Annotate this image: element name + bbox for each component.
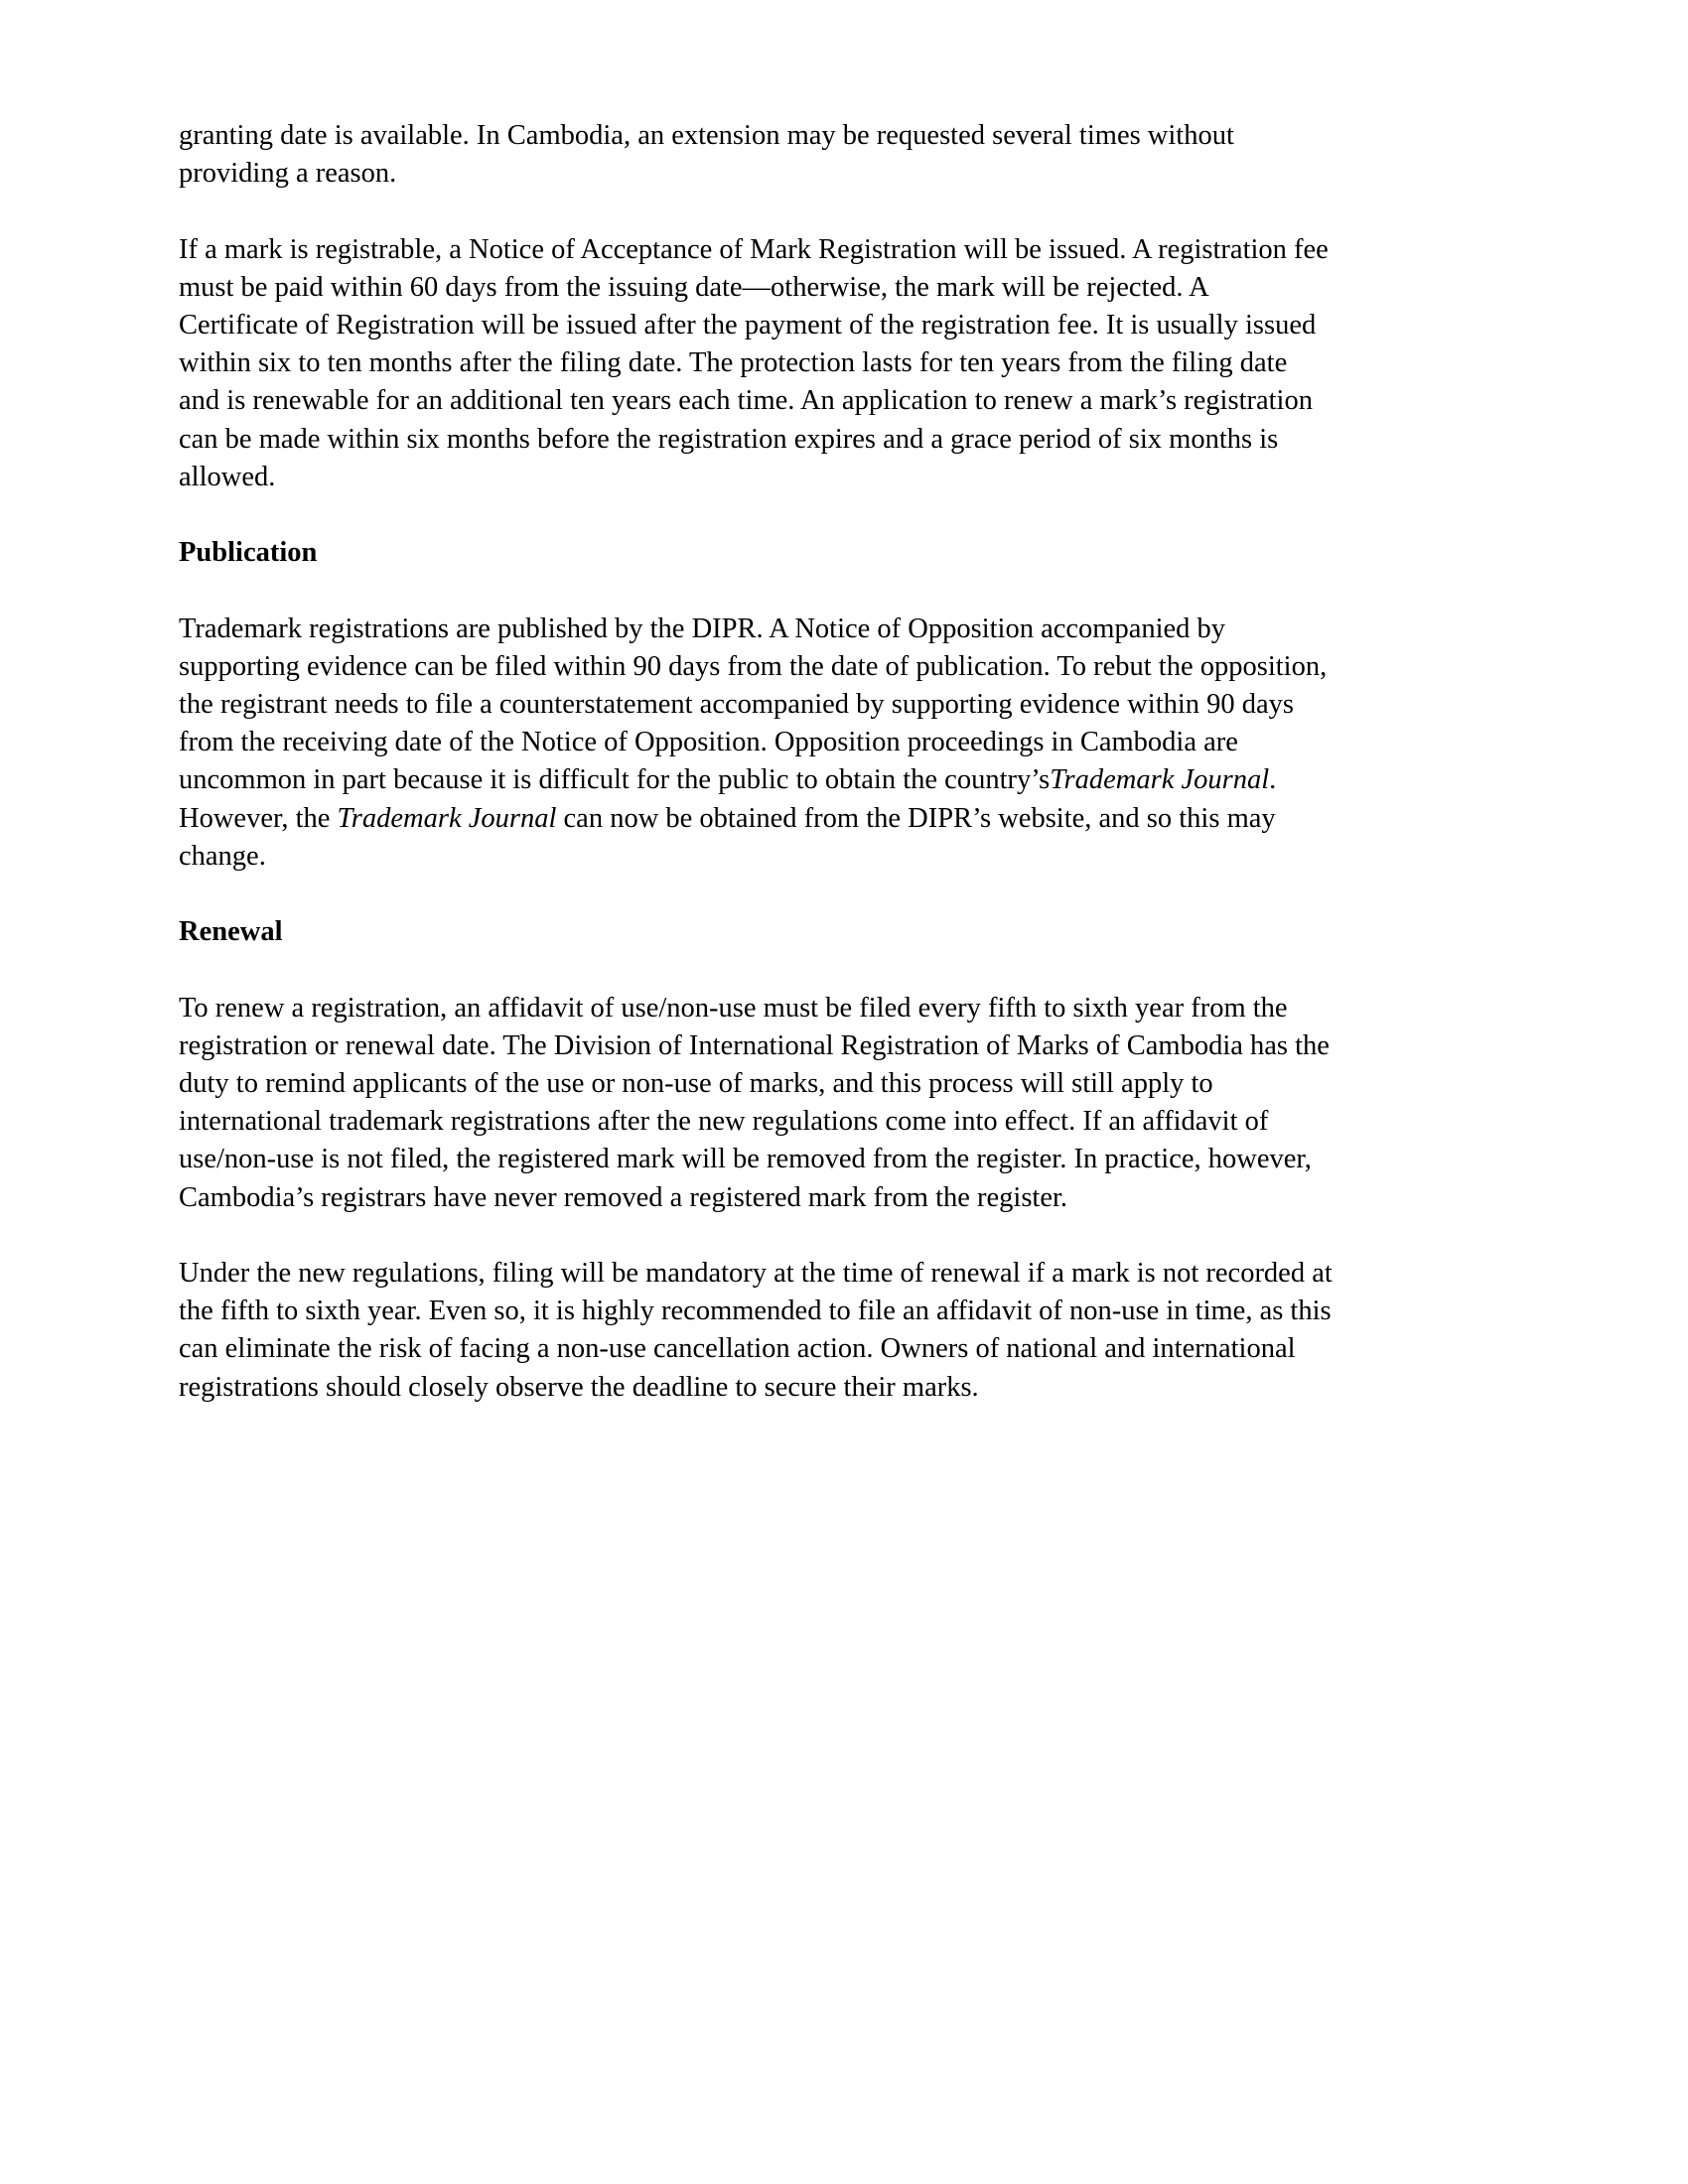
text-line: registration or renewal date. The Division of International Registration of Marks of Cambodia has the	[179, 1029, 1330, 1061]
text-line: within six to ten months after the filing date. The protection lasts for ten years from the filing date	[179, 347, 1288, 379]
text-run: However, the	[179, 802, 338, 834]
text-line: duty to remind applicants of the use or non-use of marks, and this process will still apply to	[179, 1068, 1213, 1099]
text-line: the registrant needs to file a counterstatement accompanied by supporting evidence within 90 days	[179, 689, 1295, 720]
text-line: and is renewable for an additional ten years each time. An application to renew a mark’s registration	[179, 385, 1313, 417]
text-line: the fifth to sixth year. Even so, it is highly recommended to file an affidavit of non-use in time, as this	[179, 1296, 1332, 1327]
text-line: Trademark registrations are published by the DIPR. A Notice of Opposition accompanied by	[179, 613, 1226, 644]
paragraph-renewal-affidavit	[179, 990, 1529, 1217]
section-heading-renewal: Renewal	[179, 916, 283, 948]
text-line: allowed.	[179, 461, 276, 492]
text-line	[179, 800, 1529, 838]
text-line: Cambodia’s registrars have never removed a registered mark from the register.	[179, 1181, 1068, 1213]
section-heading-publication: Publication	[179, 537, 318, 569]
text-line: Under the new regulations, filing will be mandatory at the time of renewal if a mark is not recorded at	[179, 1258, 1333, 1289]
text-line: can eliminate the risk of facing a non-use cancellation action. Owners of national and international	[179, 1333, 1296, 1365]
text-run: uncommon in part because it is difficult for the public to obtain the country’s	[179, 764, 1051, 796]
text-line: registrations should closely observe the deadline to secure their marks.	[179, 1371, 979, 1403]
text-line: from the receiving date of the Notice of Opposition. Opposition proceedings in Cambodia are	[179, 727, 1238, 758]
text-line	[179, 761, 1529, 799]
text-line: use/non-use is not filed, the registered mark will be removed from the register. In practice, however,	[179, 1144, 1312, 1175]
journal-title-italic: Trademark Journal	[1050, 764, 1270, 796]
paragraph-new-regulations	[179, 1255, 1529, 1407]
paragraph-registration	[179, 231, 1529, 496]
text-line: To renew a registration, an affidavit of use/non-use must be filed every fifth to sixth year from the	[179, 992, 1288, 1024]
text-line: providing a reason.	[179, 158, 397, 190]
text-line: granting date is available. In Cambodia, an extension may be requested several times without	[179, 120, 1234, 151]
text-line: international trademark registrations after the new regulations come into effect. If an affidavit of	[179, 1106, 1269, 1138]
text-line: change.	[179, 840, 266, 872]
document-page	[179, 117, 1529, 1444]
text-line: supporting evidence can be filed within 90 days from the date of publication. To rebut the opposition,	[179, 650, 1328, 682]
text-run: can now be obtained from the DIPR’s website, and so this may	[556, 802, 1276, 834]
journal-title-italic: Trademark Journal	[337, 802, 557, 834]
text-line: If a mark is registrable, a Notice of Acceptance of Mark Registration will be issued. A registration fee	[179, 233, 1329, 265]
text-line: must be paid within 60 days from the issuing date—otherwise, the mark will be rejected. A	[179, 271, 1209, 303]
text-line: Certificate of Registration will be issued after the payment of the registration fee. It is usually issued	[179, 310, 1317, 341]
text-run: .	[1269, 764, 1277, 796]
paragraph-publication	[179, 611, 1529, 876]
text-line: can be made within six months before the registration expires and a grace period of six months is	[179, 423, 1279, 455]
paragraph-extension	[179, 117, 1529, 193]
